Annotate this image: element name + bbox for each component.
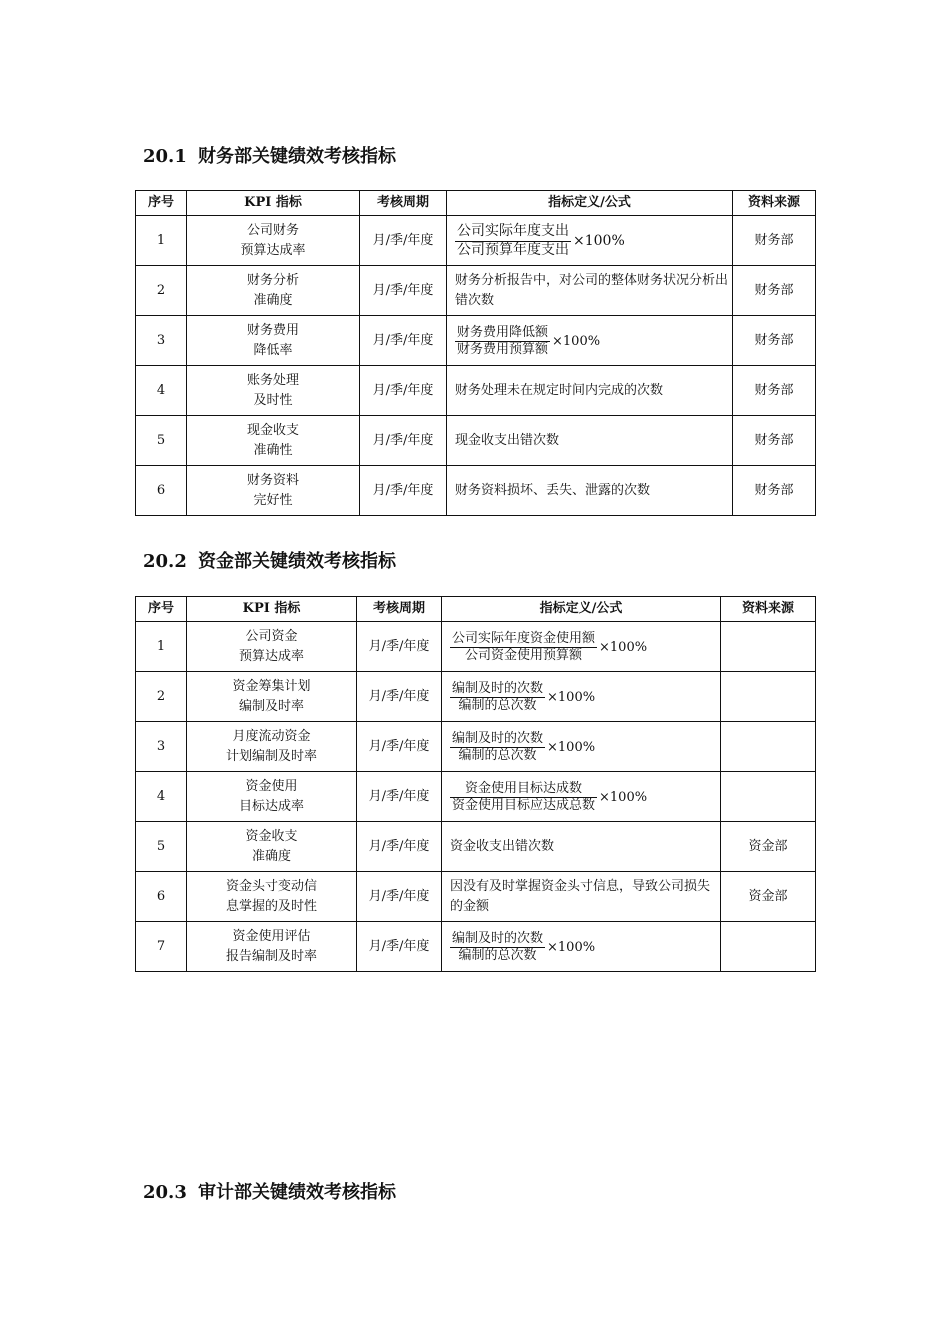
formula-denominator: 公司预算年度支出 bbox=[457, 241, 569, 258]
assessment-period: 月/季/年度 bbox=[357, 772, 442, 822]
definition-text: 财务分析报告中，对公司的整体财务状况分析出错次数 bbox=[455, 273, 729, 308]
formula-multiplier: ×100% bbox=[599, 789, 648, 805]
assessment-period: 月/季/年度 bbox=[357, 722, 442, 772]
kpi-name-cell bbox=[187, 216, 360, 266]
fraction bbox=[450, 931, 545, 965]
kpi-name-line1: 资金使用评估 bbox=[232, 929, 311, 944]
definition-cell bbox=[442, 622, 721, 672]
formula-denominator: 编制的总次数 bbox=[458, 948, 537, 963]
header-no: 序号 bbox=[136, 191, 187, 216]
kpi-name-line2: 完好性 bbox=[253, 492, 293, 508]
header-kpi: KPI 指标 bbox=[187, 191, 360, 216]
data-source bbox=[721, 672, 816, 722]
fraction bbox=[450, 731, 545, 765]
fraction bbox=[455, 325, 550, 359]
assessment-period: 月/季/年度 bbox=[360, 466, 447, 516]
kpi-name-line2: 降低率 bbox=[253, 342, 293, 358]
row-number: 5 bbox=[136, 822, 187, 872]
formula bbox=[455, 325, 600, 359]
section-title-finance bbox=[143, 142, 396, 168]
table-row bbox=[136, 466, 816, 516]
data-source bbox=[721, 772, 816, 822]
data-source bbox=[721, 622, 816, 672]
table-row bbox=[136, 822, 816, 872]
kpi-name-line1: 现金收支 bbox=[246, 423, 299, 438]
kpi-name-line2: 报告编制及时率 bbox=[225, 948, 317, 964]
kpi-name-line2: 准确性 bbox=[253, 442, 293, 458]
data-source: 财务部 bbox=[733, 316, 816, 366]
formula-multiplier: ×100% bbox=[599, 639, 648, 655]
formula bbox=[450, 931, 595, 965]
formula-denominator: 公司资金使用预算额 bbox=[465, 648, 583, 663]
assessment-period: 月/季/年度 bbox=[357, 822, 442, 872]
kpi-name-cell bbox=[187, 366, 360, 416]
formula-multiplier: ×100% bbox=[547, 939, 596, 955]
data-source bbox=[721, 922, 816, 972]
kpi-name-line1: 公司财务 bbox=[246, 223, 299, 238]
row-number: 6 bbox=[136, 466, 187, 516]
header-kpi: KPI 指标 bbox=[187, 597, 357, 622]
section-heading: 财务部关键绩效考核指标 bbox=[198, 146, 396, 167]
row-number: 7 bbox=[136, 922, 187, 972]
table-row bbox=[136, 922, 816, 972]
definition-cell bbox=[447, 416, 733, 466]
row-number: 2 bbox=[136, 266, 187, 316]
header-definition: 指标定义/公式 bbox=[442, 597, 721, 622]
kpi-name-cell bbox=[187, 772, 357, 822]
definition-cell bbox=[442, 922, 721, 972]
formula-denominator: 编制的总次数 bbox=[458, 698, 537, 713]
definition-cell bbox=[447, 466, 733, 516]
kpi-name-cell bbox=[187, 466, 360, 516]
table-row bbox=[136, 316, 816, 366]
definition-text: 资金收支出错次数 bbox=[450, 838, 555, 854]
kpi-name-line1: 资金使用 bbox=[245, 779, 298, 794]
kpi-name-line1: 财务资料 bbox=[246, 473, 299, 488]
formula-multiplier: ×100% bbox=[547, 689, 596, 705]
formula-numerator: 编制及时的次数 bbox=[452, 680, 544, 696]
kpi-name-cell bbox=[187, 822, 357, 872]
header-period: 考核周期 bbox=[357, 597, 442, 622]
table-header-row bbox=[136, 191, 816, 216]
header-source: 资料来源 bbox=[721, 597, 816, 622]
table-row bbox=[136, 722, 816, 772]
data-source: 财务部 bbox=[733, 216, 816, 266]
data-source: 财务部 bbox=[733, 366, 816, 416]
definition-cell bbox=[442, 772, 721, 822]
header-no: 序号 bbox=[136, 597, 187, 622]
assessment-period: 月/季/年度 bbox=[360, 266, 447, 316]
row-number: 1 bbox=[136, 622, 187, 672]
data-source bbox=[721, 722, 816, 772]
row-number: 3 bbox=[136, 722, 187, 772]
kpi-name-cell bbox=[187, 622, 357, 672]
fraction bbox=[450, 681, 545, 715]
formula-multiplier: ×100% bbox=[547, 739, 596, 755]
formula-numerator: 公司实际年度资金使用额 bbox=[452, 630, 596, 646]
kpi-name-line1: 财务分析 bbox=[246, 273, 299, 288]
fraction bbox=[455, 223, 571, 259]
kpi-name-cell bbox=[187, 672, 357, 722]
formula bbox=[455, 223, 625, 259]
row-number: 4 bbox=[136, 772, 187, 822]
assessment-period: 月/季/年度 bbox=[360, 416, 447, 466]
kpi-name-line2: 及时性 bbox=[253, 392, 293, 408]
formula bbox=[450, 731, 595, 765]
section-heading: 审计部关键绩效考核指标 bbox=[198, 1182, 396, 1203]
header-period: 考核周期 bbox=[360, 191, 447, 216]
assessment-period: 月/季/年度 bbox=[357, 922, 442, 972]
formula bbox=[450, 781, 647, 815]
formula bbox=[450, 631, 647, 665]
kpi-name-cell bbox=[187, 872, 357, 922]
fraction bbox=[450, 781, 597, 815]
kpi-name-cell bbox=[187, 922, 357, 972]
definition-cell bbox=[442, 722, 721, 772]
table-row bbox=[136, 366, 816, 416]
kpi-name-line2: 计划编制及时率 bbox=[225, 748, 317, 764]
formula-denominator: 编制的总次数 bbox=[458, 748, 537, 763]
formula-denominator: 资金使用目标应达成总数 bbox=[452, 798, 596, 813]
kpi-name-cell bbox=[187, 316, 360, 366]
assessment-period: 月/季/年度 bbox=[357, 622, 442, 672]
kpi-name-line1: 资金筹集计划 bbox=[232, 679, 311, 694]
formula-numerator: 编制及时的次数 bbox=[452, 930, 544, 946]
formula-numerator: 公司实际年度支出 bbox=[457, 223, 569, 239]
section-number: 20.3 bbox=[143, 1182, 187, 1203]
section-title-audit bbox=[143, 1178, 396, 1204]
definition-cell bbox=[442, 672, 721, 722]
formula-numerator: 编制及时的次数 bbox=[452, 730, 544, 746]
kpi-name-line1: 财务费用 bbox=[246, 323, 299, 338]
row-number: 4 bbox=[136, 366, 187, 416]
finance-kpi-table bbox=[135, 190, 816, 516]
table-header-row bbox=[136, 597, 816, 622]
treasury-kpi-table bbox=[135, 596, 816, 972]
definition-cell bbox=[447, 366, 733, 416]
header-source: 资料来源 bbox=[733, 191, 816, 216]
table-row bbox=[136, 872, 816, 922]
table-row bbox=[136, 416, 816, 466]
formula-multiplier: ×100% bbox=[573, 232, 625, 249]
data-source: 资金部 bbox=[721, 872, 816, 922]
definition-cell bbox=[442, 872, 721, 922]
formula-numerator: 资金使用目标达成数 bbox=[465, 780, 583, 796]
assessment-period: 月/季/年度 bbox=[360, 316, 447, 366]
definition-cell bbox=[442, 822, 721, 872]
fraction bbox=[450, 631, 597, 665]
kpi-name-line1: 账务处理 bbox=[246, 373, 299, 388]
table-row bbox=[136, 772, 816, 822]
assessment-period: 月/季/年度 bbox=[360, 366, 447, 416]
data-source: 资金部 bbox=[721, 822, 816, 872]
kpi-name-line2: 预算达成率 bbox=[240, 242, 306, 258]
row-number: 5 bbox=[136, 416, 187, 466]
data-source: 财务部 bbox=[733, 466, 816, 516]
row-number: 1 bbox=[136, 216, 187, 266]
kpi-name-line1: 资金收支 bbox=[245, 829, 298, 844]
table-row bbox=[136, 216, 816, 266]
section-title-treasury bbox=[143, 547, 396, 573]
row-number: 6 bbox=[136, 872, 187, 922]
kpi-name-cell bbox=[187, 416, 360, 466]
formula-multiplier: ×100% bbox=[552, 333, 601, 349]
definition-cell bbox=[447, 316, 733, 366]
kpi-name-line2: 目标达成率 bbox=[238, 798, 304, 814]
section-number: 20.2 bbox=[143, 551, 187, 572]
table-row bbox=[136, 622, 816, 672]
kpi-name-line2: 息掌握的及时性 bbox=[225, 898, 317, 914]
assessment-period: 月/季/年度 bbox=[357, 672, 442, 722]
header-definition: 指标定义/公式 bbox=[447, 191, 733, 216]
row-number: 3 bbox=[136, 316, 187, 366]
definition-text: 财务处理未在规定时间内完成的次数 bbox=[455, 382, 664, 398]
assessment-period: 月/季/年度 bbox=[360, 216, 447, 266]
kpi-name-line2: 准确度 bbox=[251, 848, 291, 864]
kpi-name-line1: 月度流动资金 bbox=[232, 729, 311, 744]
definition-cell bbox=[447, 266, 733, 316]
table-row bbox=[136, 266, 816, 316]
formula-denominator: 财务费用预算额 bbox=[457, 342, 549, 357]
definition-text: 因没有及时掌握资金头寸信息，导致公司损失的金额 bbox=[450, 879, 711, 914]
section-number: 20.1 bbox=[143, 146, 187, 167]
table-row bbox=[136, 672, 816, 722]
kpi-name-line2: 预算达成率 bbox=[238, 648, 304, 664]
formula bbox=[450, 681, 595, 715]
kpi-name-cell bbox=[187, 722, 357, 772]
kpi-name-line2: 编制及时率 bbox=[238, 698, 304, 714]
formula-numerator: 财务费用降低额 bbox=[457, 324, 549, 340]
kpi-name-line1: 资金头寸变动信 bbox=[225, 879, 317, 894]
row-number: 2 bbox=[136, 672, 187, 722]
data-source: 财务部 bbox=[733, 416, 816, 466]
definition-text: 现金收支出错次数 bbox=[455, 432, 560, 448]
section-heading: 资金部关键绩效考核指标 bbox=[198, 551, 396, 572]
definition-text: 财务资料损坏、丢失、泄露的次数 bbox=[455, 482, 651, 498]
kpi-name-line2: 准确度 bbox=[253, 292, 293, 308]
definition-cell bbox=[447, 216, 733, 266]
kpi-name-cell bbox=[187, 266, 360, 316]
kpi-name-line1: 公司资金 bbox=[245, 629, 298, 644]
assessment-period: 月/季/年度 bbox=[357, 872, 442, 922]
data-source: 财务部 bbox=[733, 266, 816, 316]
